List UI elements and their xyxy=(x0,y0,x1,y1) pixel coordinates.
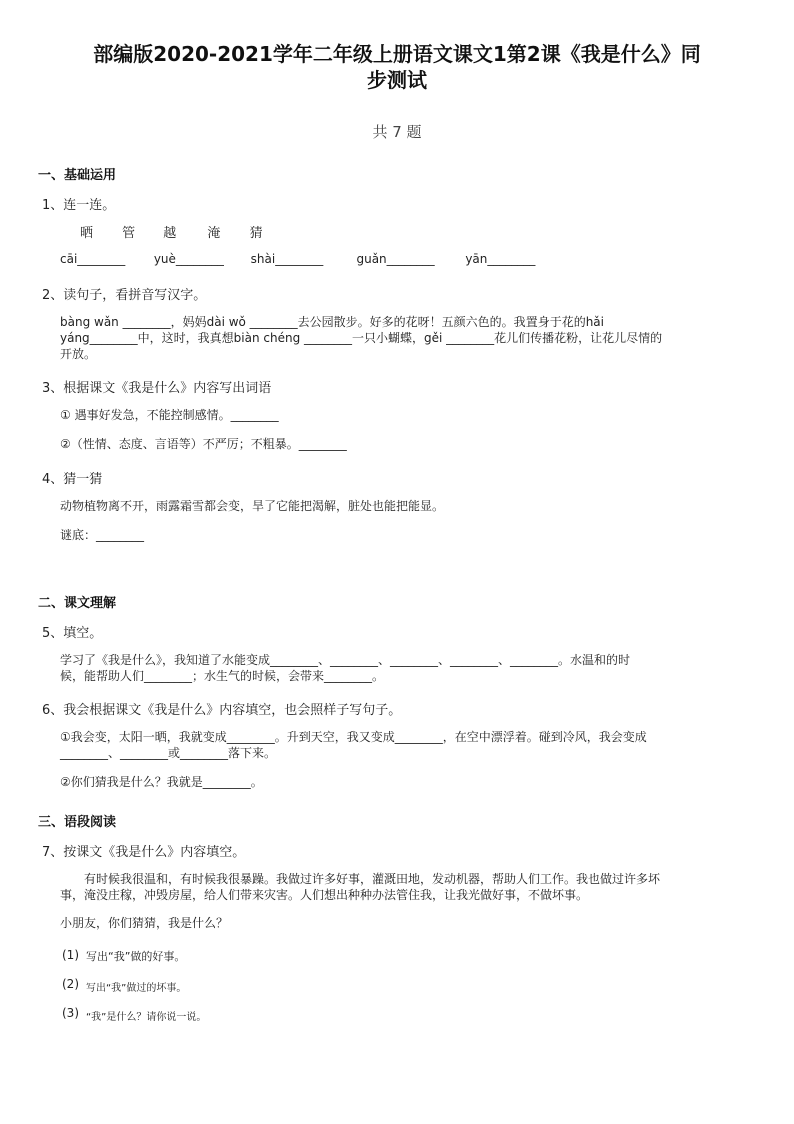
riddle-text: 动物植物离不开，雨露霜雪都会变，旱了它能把渴解，脏处也能把能显。 xyxy=(60,499,445,513)
pinyin-item: yān________ xyxy=(465,252,536,266)
question-3-stem: 3、根据课文《我是什么》内容写出词语 xyxy=(42,381,272,396)
subquestion-1-number: (1) xyxy=(62,948,79,962)
pinyin-item: shài________ xyxy=(250,252,324,266)
passage-question: 小朋友，你们猜猜，我是什么？ xyxy=(60,916,229,930)
question-5-line: 候，能帮助人们________；水生气的时候，会带来________。 xyxy=(60,669,385,683)
character-item: 淹 xyxy=(207,226,221,241)
subquestion-2: 写出“我”做过的坏事。 xyxy=(86,983,187,994)
pinyin-item: guǎn________ xyxy=(356,252,435,266)
section-heading-reading: 三、语段阅读 xyxy=(38,815,117,830)
character-item: 越 xyxy=(163,226,177,241)
character-item: 晒 xyxy=(80,226,94,241)
subquestion-3-number: (3) xyxy=(62,1006,79,1020)
question-2-stem: 2、读句子，看拼音写汉字。 xyxy=(42,288,207,303)
page-title-line1: 部编版2020-2021学年二年级上册语文课文1第2课《我是什么》同 xyxy=(93,42,701,66)
question-2-line: bàng wǎn ________，妈妈dài wǒ ________去公园散步。好多的花呀！五颜六色的。我置身于花的hǎi xyxy=(60,315,604,329)
question-6-stem: 6、我会根据课文《我是什么》内容填空，也会照样子写句子。 xyxy=(42,703,402,718)
question-3-item: ②（性情、态度、言语等）不严厉；不粗暴。________ xyxy=(60,437,347,451)
passage-line: 有时候我很温和，有时候我很暴躁。我做过许多好事，灌溉田地，发动机器，帮助人们工作。我也做过许多坏 xyxy=(84,872,661,886)
riddle-answer: 谜底：________ xyxy=(60,528,145,542)
question-6-line: ①我会变，太阳一晒，我就变成________。升到天空，我又变成________，在空中漂浮着。碰到冷风，我会变成 xyxy=(60,730,647,744)
question-3-item: ① 遇事好发急，不能控制感情。________ xyxy=(60,408,279,422)
question-4-stem: 4、猜一猜 xyxy=(42,472,103,487)
section-heading-comprehension: 二、课文理解 xyxy=(38,596,117,611)
subquestion-2-number: (2) xyxy=(62,977,79,991)
character-item: 管 xyxy=(122,226,136,241)
pinyin-item: yuè________ xyxy=(153,252,224,266)
character-item: 猜 xyxy=(249,226,263,241)
question-6-line: ②你们猜我是什么？我就是________。 xyxy=(60,775,263,789)
question-5-stem: 5、填空。 xyxy=(42,626,103,641)
question-count: 共 7 题 xyxy=(372,123,422,141)
question-1-stem: 1、连一连。 xyxy=(42,198,116,213)
question-5-line: 学习了《我是什么》，我知道了水能变成________、________、________、________、________。水温和的时 xyxy=(60,653,631,667)
pinyin-item: cāi________ xyxy=(60,252,126,266)
question-2-line: yáng________中，这时，我真想biàn chéng ________一只小蝴蝶，gěi ________花儿们传播花粉，让花儿尽情的 xyxy=(60,331,663,345)
passage-line: 事，淹没庄稼，冲毁房屋，给人们带来灾害。人们想出种种办法管住我，让我光做好事，不做坏事。 xyxy=(60,888,589,902)
page-title-line2: 步测试 xyxy=(367,68,427,92)
character-row xyxy=(80,222,263,241)
subquestion-3: “我”是什么？请你说一说。 xyxy=(86,1012,207,1023)
section-heading-basic: 一、基础运用 xyxy=(38,168,117,183)
question-7-stem: 7、按课文《我是什么》内容填空。 xyxy=(42,845,246,860)
question-6-line: ________、________或________落下来。 xyxy=(60,746,277,760)
pinyin-row xyxy=(60,252,535,266)
subquestion-1: 写出“我”做的好事。 xyxy=(86,950,186,963)
question-2-line: 开放。 xyxy=(60,347,97,361)
